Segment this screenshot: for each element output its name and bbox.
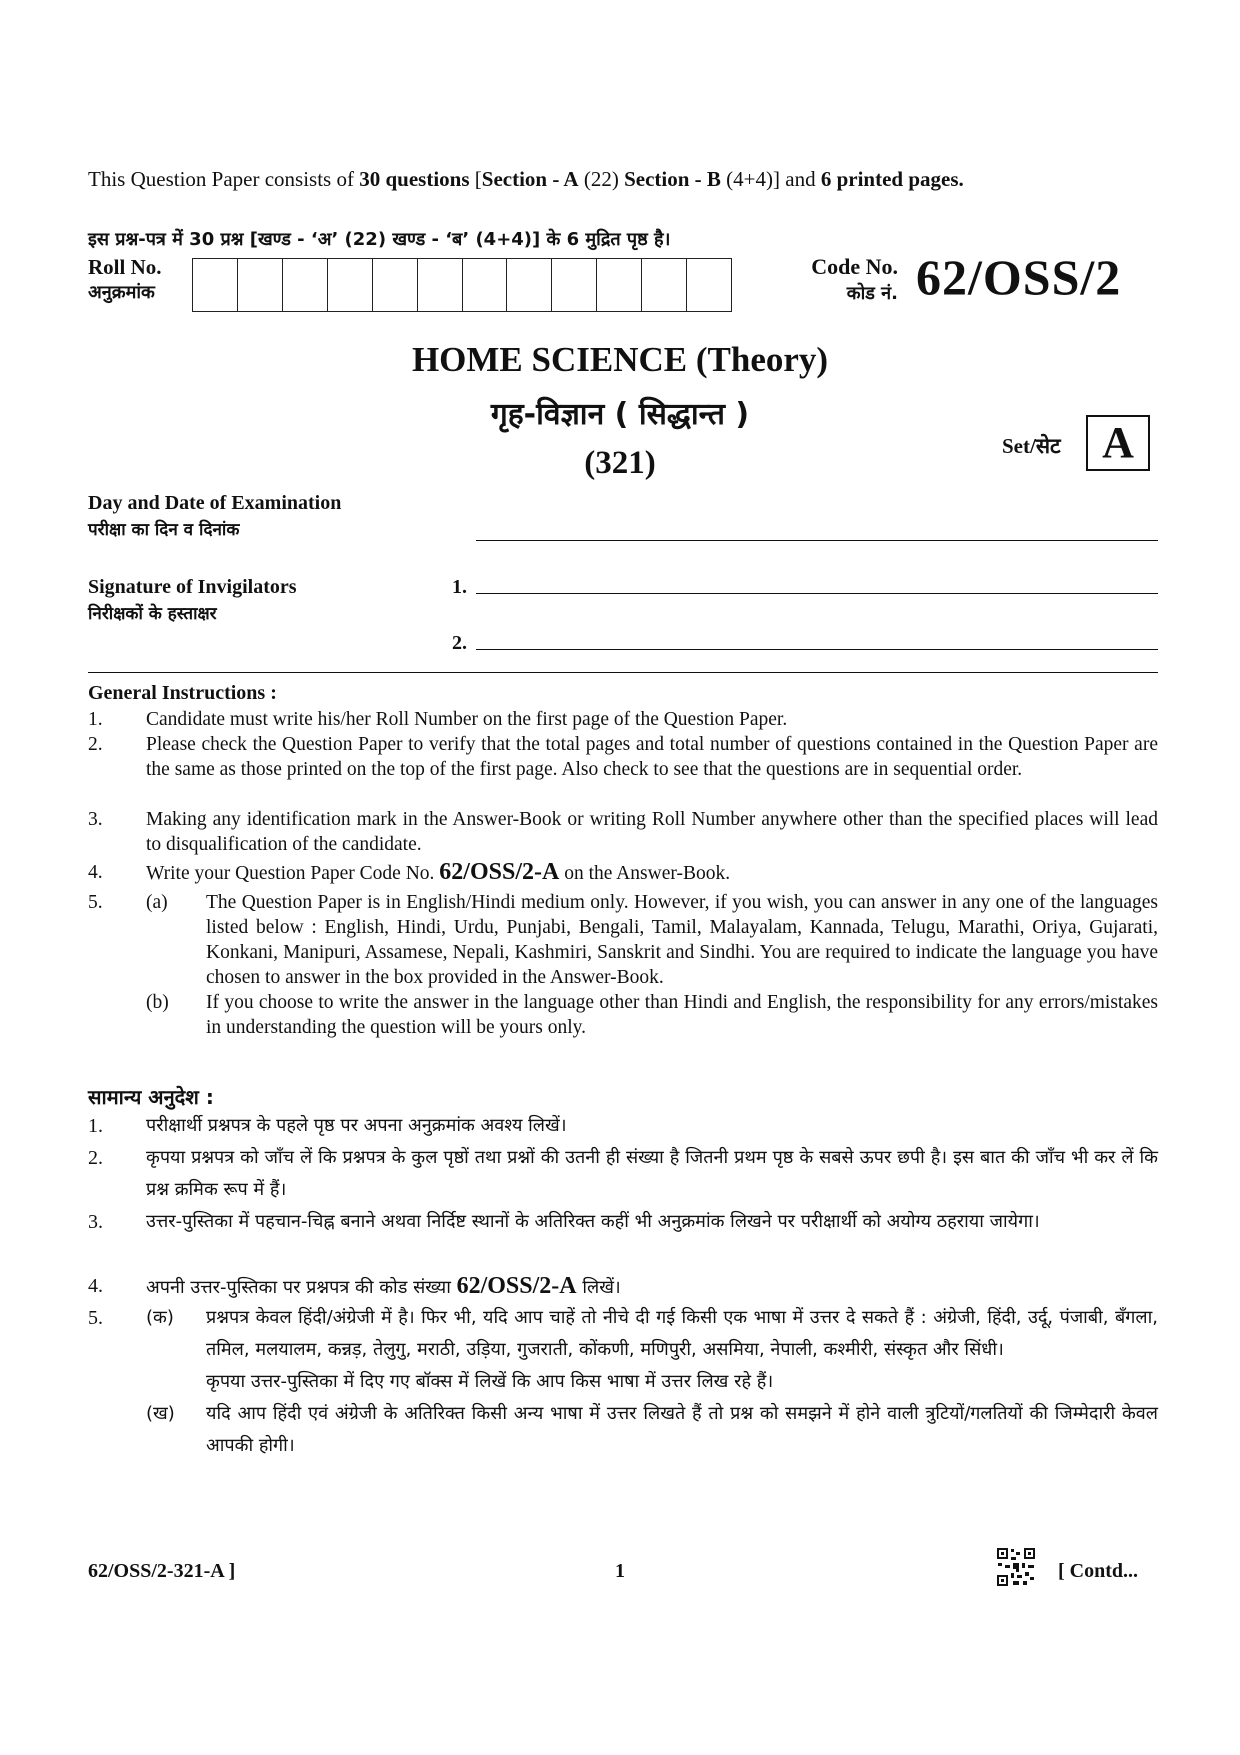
paper-info-pages: 6 printed pages. xyxy=(820,167,964,191)
instruction-item xyxy=(88,732,1158,782)
instruction-text: कृपया प्रश्नपत्र को जाँच लें कि प्रश्नपत्र के कुल पृष्ठों तथा प्रश्नों की उतनी ही संख्या है जितनी प्रथम पृष्ठ के सबसे ऊपर छपी है। इस बात की जाँच भी कर लें कि प्रश्न क्रमिक रूप में हैं। xyxy=(146,1147,1158,1200)
hindi-instruction-item xyxy=(88,1206,1158,1238)
sub-label: (ख) xyxy=(146,1403,175,1424)
code-label-hi: कोड नं. xyxy=(846,283,898,304)
instruction-number: 3. xyxy=(88,809,103,830)
exam-date-label xyxy=(88,490,341,544)
roll-number-cell[interactable] xyxy=(552,259,597,311)
instruction-text: on the Answer-Book. xyxy=(559,863,731,884)
instruction-text: Making any identification mark in the Answer-Book or writing Roll Number anywhere other than the specified places will lead to disqualification of the candidate. xyxy=(146,809,1158,855)
instruction-sub-b xyxy=(88,990,1158,1040)
instruction-number: 5. xyxy=(88,892,103,913)
instruction-number: 4. xyxy=(88,1275,103,1297)
sub-label: (क) xyxy=(146,1307,174,1328)
instruction-number: 3. xyxy=(88,1211,103,1233)
subject-code: (321) xyxy=(584,445,656,481)
instruction-text: Please check the Question Paper to verify that the total pages and total number of questions contained in the Question Paper are the same as those printed on the top of the first page. Also check to see that the questions are in sequential order. xyxy=(146,734,1158,780)
instruction-text: उत्तर-पुस्तिका में पहचान-चिह्न बनाने अथवा निर्दिष्ट स्थानों के अतिरिक्त कहीं भी अनुक्रमांक लिखने पर परीक्षार्थी को अयोग्य ठहराया जायेगा। xyxy=(146,1211,1040,1232)
invigilator-sign-label xyxy=(88,574,297,628)
instruction-text: लिखें। xyxy=(576,1277,621,1298)
code-number: 62/OSS/2 xyxy=(916,249,1122,305)
sub-text: प्रश्नपत्र केवल हिंदी/अंग्रेजी में है। फिर भी, यदि आप चाहें तो नीचे दी गई किसी एक भाषा में उत्तर दे सकते हैं : अंग्रेजी, हिंदी, उर्दू, पंजाबी, बँगला, तमिल, मलयालम, कन्नड़, तेलुगु, मराठी, उड़िया, गुजराती, कोंकणी, मणिपुरी, असमिया, नेपाली, कश्मीरी, संस्कृत और सिंधी। xyxy=(206,1307,1158,1360)
invigilator-2-line[interactable] xyxy=(476,649,1158,650)
paper-info-text: [ xyxy=(469,167,482,191)
footer-paper-code: 62/OSS/2-321-A ] xyxy=(88,1560,236,1582)
sub-label: (b) xyxy=(146,992,169,1013)
instruction-text: परीक्षार्थी प्रश्नपत्र के पहले पृष्ठ पर अपना अनुक्रमांक अवश्य लिखें। xyxy=(146,1115,567,1136)
sub-label: (a) xyxy=(146,892,168,913)
roll-number-cell[interactable] xyxy=(642,259,687,311)
instruction-item xyxy=(88,860,1158,886)
paper-info-text: (4+4)] and xyxy=(720,167,821,191)
roll-number-cell[interactable] xyxy=(283,259,328,311)
sub-text: यदि आप हिंदी एवं अंग्रेजी के अतिरिक्त किसी अन्य भाषा में उत्तर लिखते हैं तो प्रश्न को समझने में होने वाली त्रुटियों/गलतियों की जिम्मेदारी केवल आपकी होगी। xyxy=(206,1403,1158,1456)
instruction-number: 1. xyxy=(88,709,103,730)
invigilator-sign-label-en: Signature of Invigilators xyxy=(88,576,297,598)
exam-date-label-hi: परीक्षा का दिन व दिनांक xyxy=(88,520,240,540)
instruction-sub-ka xyxy=(88,1302,1158,1398)
sub-text: If you choose to write the answer in the language other than Hindi and English, the responsibility for any errors/mistakes in understanding the question will be yours only. xyxy=(206,992,1158,1038)
instruction-sub-a xyxy=(88,890,1158,990)
sub-text: कृपया उत्तर-पुस्तिका में दिए गए बॉक्स में लिखें कि आप किस भाषा में उत्तर लिख रहे हैं। xyxy=(206,1371,774,1392)
instruction-text: अपनी उत्तर-पुस्तिका पर प्रश्नपत्र की कोड संख्या xyxy=(146,1277,457,1298)
instruction-text: Candidate must write his/her Roll Number on the first page of the Question Paper. xyxy=(146,709,788,730)
instruction-number: 2. xyxy=(88,734,103,755)
roll-number-cell[interactable] xyxy=(418,259,463,311)
instruction-number: 4. xyxy=(88,862,103,883)
hindi-instruction-item xyxy=(88,1270,1158,1304)
instruction-number: 1. xyxy=(88,1115,103,1137)
instruction-sub-kha xyxy=(88,1398,1158,1462)
invigilator-2-number: 2. xyxy=(452,632,467,654)
subject-title-hi: गृह-विज्ञान ( सिद्धान्त ) xyxy=(490,397,750,432)
roll-number-boxes[interactable] xyxy=(192,258,732,312)
instruction-item xyxy=(88,890,1158,1040)
paper-info-questions: 30 questions xyxy=(359,167,470,191)
exam-date-line[interactable] xyxy=(476,540,1158,541)
paper-info-hi: इस प्रश्न-पत्र में 30 प्रश्न [खण्ड - ‘अ’ (22) खण्ड - ‘ब’ (4+4)] के 6 मुद्रित पृष्ठ है। xyxy=(88,229,671,250)
set-box: A xyxy=(1086,415,1150,471)
invigilator-sign-label-hi: निरीक्षकों के हस्ताक्षर xyxy=(88,604,217,624)
roll-number-cell[interactable] xyxy=(238,259,283,311)
roll-number-cell[interactable] xyxy=(373,259,418,311)
paper-code-ref: 62/OSS/2-A xyxy=(439,859,560,885)
instruction-text: Write your Question Paper Code No. xyxy=(146,863,440,884)
sub-text: The Question Paper is in English/Hindi medium only. However, if you wish, you can answer in any one of the languages listed below : English, Hindi, Urdu, Punjabi, Bengali, Tamil, Malayalam, Kannada, Telugu, Marathi, Oriya, Gujarati, Konkani, Manipuri, Assamese, Nepali, Kashmiri, Sanskrit and Sindhi. You are required to indicate the language you have chosen to answer in the box provided in the Answer-Book. xyxy=(206,892,1158,988)
paper-info-text: This Question Paper consists of xyxy=(88,167,360,191)
paper-info-section-b: Section - B xyxy=(624,167,721,191)
code-label xyxy=(790,253,898,307)
instruction-number: 5. xyxy=(88,1307,103,1329)
roll-number-cell[interactable] xyxy=(687,259,731,311)
roll-number-cell[interactable] xyxy=(328,259,373,311)
paper-info-en xyxy=(88,166,1158,193)
instruction-item xyxy=(88,707,1158,732)
paper-info-section-a: Section - A xyxy=(481,167,579,191)
invigilator-1-line[interactable] xyxy=(476,593,1158,594)
hindi-instruction-item xyxy=(88,1302,1158,1462)
subject-title-en: HOME SCIENCE (Theory) xyxy=(411,340,829,379)
roll-number-cell[interactable] xyxy=(463,259,508,311)
roll-label-hi: अनुक्रमांक xyxy=(88,282,155,303)
roll-number-label xyxy=(88,254,162,306)
continued-label: [ Contd... xyxy=(1058,1560,1139,1582)
paper-info-text: (22) xyxy=(578,167,625,191)
set-label: Set/सेट xyxy=(1002,434,1061,458)
invigilator-1-number: 1. xyxy=(452,576,467,598)
roll-label-en: Roll No. xyxy=(88,255,162,279)
roll-number-cell[interactable] xyxy=(193,259,238,311)
hindi-instruction-item xyxy=(88,1142,1158,1206)
roll-number-cell[interactable] xyxy=(507,259,552,311)
section-divider xyxy=(88,672,1158,673)
instruction-number: 2. xyxy=(88,1147,103,1169)
qr-code-icon xyxy=(996,1547,1036,1587)
hindi-instruction-item xyxy=(88,1110,1158,1142)
paper-code-ref: 62/OSS/2-A xyxy=(456,1273,577,1299)
instruction-item xyxy=(88,807,1158,857)
code-label-en: Code No. xyxy=(811,254,898,279)
general-instructions-title: General Instructions : xyxy=(88,682,277,704)
exam-date-label-en: Day and Date of Examination xyxy=(88,492,342,514)
page-number: 1 xyxy=(615,1560,625,1582)
roll-number-cell[interactable] xyxy=(597,259,642,311)
hindi-instructions-title: सामान्य अनुदेश : xyxy=(88,1085,214,1109)
